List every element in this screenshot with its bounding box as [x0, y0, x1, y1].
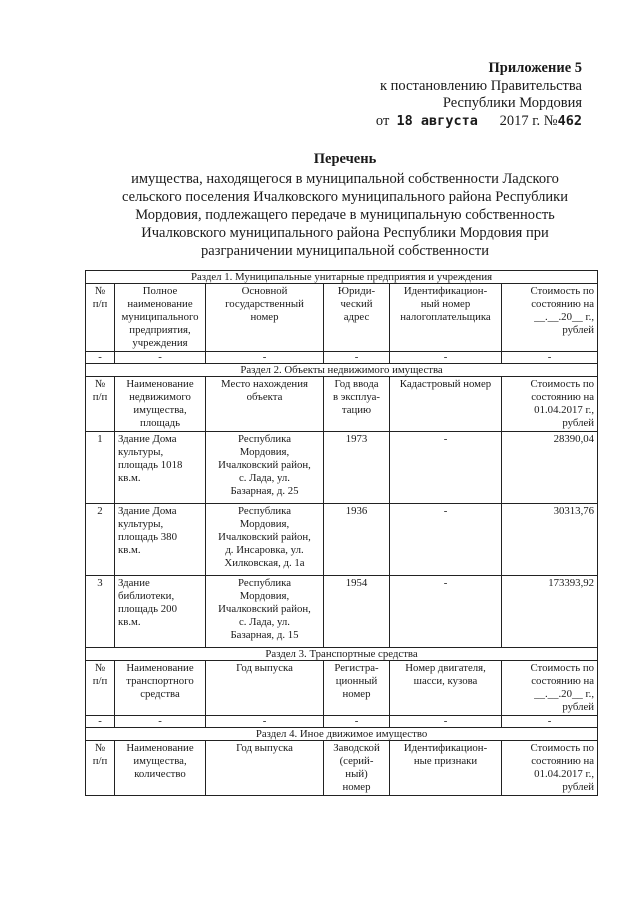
table-cell: 1 [86, 432, 115, 504]
table-cell: - [86, 352, 115, 364]
table-cell: Здание Дома культуры, площадь 1018 кв.м. [115, 432, 206, 504]
table-cell: 1936 [324, 504, 390, 576]
table-cell: - [115, 716, 206, 728]
table-cell: Здание Дома культуры, площадь 380 кв.м. [115, 504, 206, 576]
year-text: 2017 г. № [499, 112, 558, 129]
table-header-cell: № п/п [86, 661, 115, 716]
table-cell: - [390, 716, 502, 728]
table-cell: - [502, 352, 598, 364]
table-header-cell: Кадастровый номер [390, 377, 502, 432]
table-header-cell: Место нахождения объекта [206, 377, 324, 432]
section-3-header-row [86, 661, 598, 716]
table-cell: Республика Мордовия, Ичалковский район, с. Лада, ул. Базарная, д. 15 [206, 576, 324, 648]
table-cell: 3 [86, 576, 115, 648]
table-header-cell: Регистра- ционный номер [324, 661, 390, 716]
table-cell: 30313,76 [502, 504, 598, 576]
heading-line-3: Мордовия, подлежащего передаче в муниципальную собственность [135, 207, 555, 223]
table-header-cell: Стоимость по состоянию на __.__.20__ г., рублей [502, 284, 598, 352]
table-cell: - [115, 352, 206, 364]
appendix-title: Приложение 5 [488, 60, 582, 76]
table-cell: Здание библиотеки, площадь 200 кв.м. [115, 576, 206, 648]
table-cell: 1954 [324, 576, 390, 648]
table-header-cell: Стоимость по состоянию на 01.04.2017 г., рублей [502, 741, 598, 796]
table-cell: - [206, 716, 324, 728]
table-cell: 28390,04 [502, 432, 598, 504]
heading-title: Перечень [313, 151, 377, 167]
date-handwritten: 18 августа [396, 112, 478, 129]
document-heading [95, 150, 595, 260]
table-cell: - [390, 576, 502, 648]
date-prefix: от [375, 112, 390, 129]
section-2-header-row [86, 377, 598, 432]
table-header-cell: № п/п [86, 377, 115, 432]
section-2-row [86, 364, 598, 377]
section-4-header-row [86, 741, 598, 796]
table-header-cell: № п/п [86, 284, 115, 352]
table-header-cell: Номер двигателя, шасси, кузова [390, 661, 502, 716]
table-cell: - [324, 352, 390, 364]
table-cell: 1973 [324, 432, 390, 504]
table-header-cell: Стоимость по состоянию на 01.04.2017 г., рублей [502, 377, 598, 432]
table-header-cell: Год ввода в эксплуа- тацию [324, 377, 390, 432]
table-header-cell: № п/п [86, 741, 115, 796]
appendix-block [376, 60, 582, 130]
section-2-title: Раздел 2. Объекты недвижимого имущества [86, 364, 598, 377]
section-1-row [86, 271, 598, 284]
heading-line-2: сельского поселения Ичалковского муниципального района Республики [122, 189, 568, 205]
table-header-cell: Идентификацион- ные признаки [390, 741, 502, 796]
table-cell: - [390, 504, 502, 576]
table-row [86, 352, 598, 364]
table-header-cell: Год выпуска [206, 661, 324, 716]
table-cell: - [86, 716, 115, 728]
number-handwritten: 462 [557, 112, 582, 129]
table-header-cell: Наименование транспортного средства [115, 661, 206, 716]
table-header-cell: Наименование недвижимого имущества, площадь [115, 377, 206, 432]
section-1-title: Раздел 1. Муниципальные унитарные предприятия и учреждения [86, 271, 598, 284]
table-cell: Республика Мордовия, Ичалковский район, с. Лада, ул. Базарная, д. 25 [206, 432, 324, 504]
heading-line-5: разграничении муниципальной собственности [201, 243, 489, 259]
appendix-line-2: Республики Мордовия [442, 95, 582, 111]
section-3-row [86, 648, 598, 661]
heading-line-4: Ичалковского муниципального района Республики Мордовия при [141, 225, 549, 241]
table-header-cell: Полное наименование муниципального предприятия, учреждения [115, 284, 206, 352]
table-cell: - [324, 716, 390, 728]
heading-line-1: имущества, находящегося в муниципальной собственности Ладского [131, 171, 559, 187]
table-row [86, 716, 598, 728]
table-header-cell: Год выпуска [206, 741, 324, 796]
table-cell: - [206, 352, 324, 364]
table-header-cell: Стоимость по состоянию на __.__.20__ г., рублей [502, 661, 598, 716]
table-header-cell: Юриди- ческий адрес [324, 284, 390, 352]
table-header-cell: Идентификацион- ный номер налогоплательщика [390, 284, 502, 352]
table-cell: 2 [86, 504, 115, 576]
section-4-row [86, 728, 598, 741]
appendix-line-1: к постановлению Правительства [380, 77, 582, 94]
property-table [85, 270, 598, 796]
section-4-title: Раздел 4. Иное движимое имущество [86, 728, 598, 741]
appendix-date-line [376, 113, 582, 131]
section-1-header-row [86, 284, 598, 352]
table-cell: - [390, 432, 502, 504]
section-3-title: Раздел 3. Транспортные средства [86, 648, 598, 661]
table-header-cell: Наименование имущества, количество [115, 741, 206, 796]
table-cell: Республика Мордовия, Ичалковский район, д. Инсаровка, ул. Хилковская, д. 1а [206, 504, 324, 576]
table-header-cell: Заводской (серий- ный) номер [324, 741, 390, 796]
table-header-cell: Основной государственный номер [206, 284, 324, 352]
table-cell: - [390, 352, 502, 364]
table-row [86, 432, 598, 504]
table-row [86, 576, 598, 648]
table-cell: 173393,92 [502, 576, 598, 648]
table-cell: - [502, 716, 598, 728]
table-row [86, 504, 598, 576]
